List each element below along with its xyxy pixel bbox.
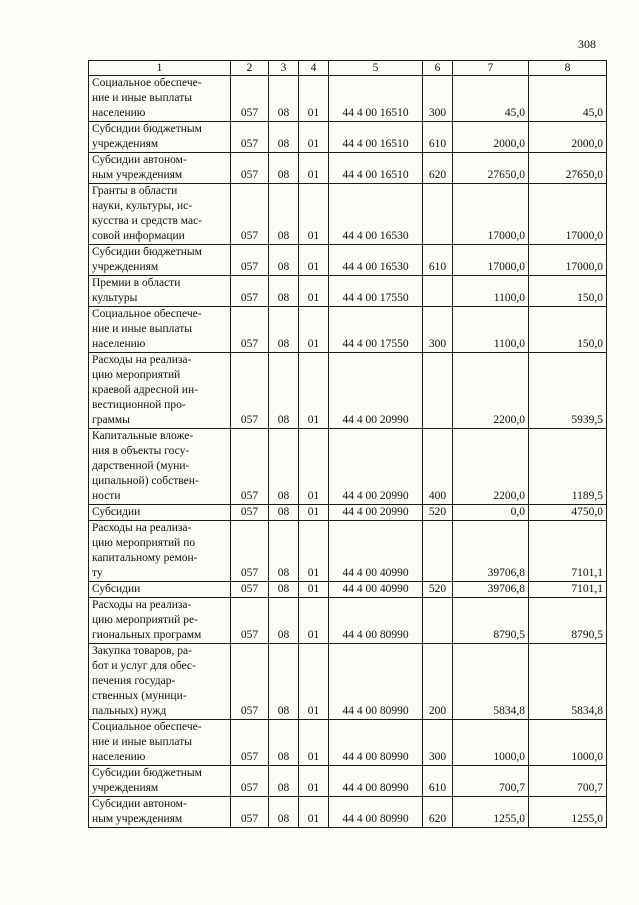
table-row: [89, 307, 607, 353]
target-article-cell: 44 4 00 20990: [329, 429, 423, 505]
code-cell: 057: [231, 598, 269, 644]
subsection-cell: 01: [299, 184, 329, 245]
target-article-cell: 44 4 00 80990: [329, 720, 423, 766]
amount-cell: 8790,5: [529, 598, 607, 644]
target-article-cell: 44 4 00 80990: [329, 598, 423, 644]
table-row: [89, 720, 607, 766]
target-article-cell: 44 4 00 40990: [329, 582, 423, 598]
code-cell: 057: [231, 153, 269, 184]
expense-type-cell: 610: [423, 122, 453, 153]
subsection-cell: 01: [299, 598, 329, 644]
code-cell: 057: [231, 184, 269, 245]
row-label-cell: Субсидии автоном- ным учреждениям: [89, 797, 231, 828]
expense-type-cell: 400: [423, 429, 453, 505]
row-label-cell: Субсидии автоном- ным учреждениям: [89, 153, 231, 184]
expense-type-cell: [423, 184, 453, 245]
section-cell: 08: [269, 122, 299, 153]
section-cell: 08: [269, 276, 299, 307]
code-cell: 057: [231, 245, 269, 276]
amount-cell: 2000,0: [453, 122, 529, 153]
table-row: [89, 429, 607, 505]
amount-cell: 17000,0: [453, 184, 529, 245]
table-row: [89, 122, 607, 153]
amount-cell: 5939,5: [529, 353, 607, 429]
table-row: [89, 276, 607, 307]
amount-cell: 2200,0: [453, 429, 529, 505]
row-label-cell: Социальное обеспече- ние и иные выплаты населению: [89, 720, 231, 766]
code-cell: 057: [231, 766, 269, 797]
section-cell: 08: [269, 797, 299, 828]
expense-type-cell: [423, 276, 453, 307]
row-label-cell: Субсидии: [89, 582, 231, 598]
row-label-cell: Субсидии бюджетным учреждениям: [89, 766, 231, 797]
expense-type-cell: 620: [423, 797, 453, 828]
amount-cell: 27650,0: [453, 153, 529, 184]
expense-type-cell: [423, 353, 453, 429]
expense-type-cell: 300: [423, 76, 453, 122]
table-row: [89, 353, 607, 429]
subsection-cell: 01: [299, 720, 329, 766]
row-label-cell: Закупка товаров, ра- бот и услуг для обес- печения государ- ственных (муници- пальных) нужд: [89, 644, 231, 720]
row-label-cell: Премии в области культуры: [89, 276, 231, 307]
amount-cell: 2200,0: [453, 353, 529, 429]
column-header: 3: [269, 61, 299, 76]
table-body: [89, 76, 607, 828]
section-cell: 08: [269, 245, 299, 276]
table-row: [89, 245, 607, 276]
amount-cell: 17000,0: [453, 245, 529, 276]
amount-cell: 17000,0: [529, 184, 607, 245]
amount-cell: 150,0: [529, 276, 607, 307]
code-cell: 057: [231, 582, 269, 598]
amount-cell: 5834,8: [529, 644, 607, 720]
amount-cell: 1100,0: [453, 276, 529, 307]
amount-cell: 8790,5: [453, 598, 529, 644]
code-cell: 057: [231, 644, 269, 720]
target-article-cell: 44 4 00 17550: [329, 276, 423, 307]
subsection-cell: 01: [299, 505, 329, 521]
section-cell: 08: [269, 307, 299, 353]
subsection-cell: 01: [299, 797, 329, 828]
amount-cell: 2000,0: [529, 122, 607, 153]
expense-type-cell: 520: [423, 505, 453, 521]
expense-type-cell: 300: [423, 307, 453, 353]
column-header: 5: [329, 61, 423, 76]
target-article-cell: 44 4 00 16530: [329, 245, 423, 276]
expense-type-cell: [423, 598, 453, 644]
subsection-cell: 01: [299, 766, 329, 797]
code-cell: 057: [231, 505, 269, 521]
section-cell: 08: [269, 353, 299, 429]
subsection-cell: 01: [299, 276, 329, 307]
amount-cell: 45,0: [453, 76, 529, 122]
table-row: [89, 184, 607, 245]
table-row: [89, 644, 607, 720]
code-cell: 057: [231, 797, 269, 828]
row-label-cell: Расходы на реализа- цию мероприятий ре- гиональных программ: [89, 598, 231, 644]
subsection-cell: 01: [299, 644, 329, 720]
section-cell: 08: [269, 644, 299, 720]
expense-type-cell: 520: [423, 582, 453, 598]
amount-cell: 0,0: [453, 505, 529, 521]
subsection-cell: 01: [299, 521, 329, 582]
row-label-cell: Расходы на реализа- цию мероприятий краевой адресной ин- вестиционной про- граммы: [89, 353, 231, 429]
amount-cell: 700,7: [529, 766, 607, 797]
expense-type-cell: 300: [423, 720, 453, 766]
amount-cell: 7101,1: [529, 582, 607, 598]
code-cell: 057: [231, 276, 269, 307]
code-cell: 057: [231, 720, 269, 766]
row-label-cell: Гранты в области науки, культуры, ис- кусства и средств мас- совой информации: [89, 184, 231, 245]
expense-type-cell: [423, 521, 453, 582]
row-label-cell: Субсидии: [89, 505, 231, 521]
section-cell: 08: [269, 766, 299, 797]
budget-table: [88, 60, 607, 828]
row-label-cell: Расходы на реализа- цию мероприятий по капитальному ремон- ту: [89, 521, 231, 582]
section-cell: 08: [269, 505, 299, 521]
code-cell: 057: [231, 353, 269, 429]
target-article-cell: 44 4 00 20990: [329, 353, 423, 429]
table-row: [89, 76, 607, 122]
table-row: [89, 598, 607, 644]
amount-cell: 27650,0: [529, 153, 607, 184]
code-cell: 057: [231, 307, 269, 353]
section-cell: 08: [269, 582, 299, 598]
amount-cell: 700,7: [453, 766, 529, 797]
target-article-cell: 44 4 00 16530: [329, 184, 423, 245]
amount-cell: 1000,0: [453, 720, 529, 766]
target-article-cell: 44 4 00 17550: [329, 307, 423, 353]
subsection-cell: 01: [299, 429, 329, 505]
amount-cell: 1189,5: [529, 429, 607, 505]
column-header: 8: [529, 61, 607, 76]
target-article-cell: 44 4 00 16510: [329, 76, 423, 122]
table-row: [89, 797, 607, 828]
target-article-cell: 44 4 00 20990: [329, 505, 423, 521]
amount-cell: 39706,8: [453, 521, 529, 582]
expense-type-cell: 620: [423, 153, 453, 184]
target-article-cell: 44 4 00 16510: [329, 122, 423, 153]
subsection-cell: 01: [299, 353, 329, 429]
code-cell: 057: [231, 122, 269, 153]
target-article-cell: 44 4 00 16510: [329, 153, 423, 184]
section-cell: 08: [269, 720, 299, 766]
subsection-cell: 01: [299, 245, 329, 276]
target-article-cell: 44 4 00 80990: [329, 644, 423, 720]
target-article-cell: 44 4 00 80990: [329, 766, 423, 797]
row-label-cell: Капитальные вложе- ния в объекты госу- дарственной (муни- ципальной) собствен- ности: [89, 429, 231, 505]
section-cell: 08: [269, 76, 299, 122]
amount-cell: 4750,0: [529, 505, 607, 521]
subsection-cell: 01: [299, 122, 329, 153]
amount-cell: 39706,8: [453, 582, 529, 598]
amount-cell: 7101,1: [529, 521, 607, 582]
section-cell: 08: [269, 598, 299, 644]
row-label-cell: Субсидии бюджетным учреждениям: [89, 122, 231, 153]
table-row: [89, 153, 607, 184]
section-cell: 08: [269, 429, 299, 505]
column-header: 6: [423, 61, 453, 76]
table-row: [89, 521, 607, 582]
row-label-cell: Субсидии бюджетным учреждениям: [89, 245, 231, 276]
subsection-cell: 01: [299, 307, 329, 353]
expense-type-cell: 610: [423, 766, 453, 797]
target-article-cell: 44 4 00 40990: [329, 521, 423, 582]
column-header: 1: [89, 61, 231, 76]
header-row: [89, 61, 607, 76]
amount-cell: 1000,0: [529, 720, 607, 766]
table-row: [89, 505, 607, 521]
column-header: 4: [299, 61, 329, 76]
column-header: 2: [231, 61, 269, 76]
amount-cell: 17000,0: [529, 245, 607, 276]
row-label-cell: Социальное обеспече- ние и иные выплаты населению: [89, 76, 231, 122]
code-cell: 057: [231, 521, 269, 582]
column-header: 7: [453, 61, 529, 76]
section-cell: 08: [269, 153, 299, 184]
expense-type-cell: 610: [423, 245, 453, 276]
amount-cell: 1255,0: [529, 797, 607, 828]
expense-type-cell: 200: [423, 644, 453, 720]
page-number: 308: [578, 37, 596, 51]
amount-cell: 5834,8: [453, 644, 529, 720]
row-label-cell: Социальное обеспече- ние и иные выплаты населению: [89, 307, 231, 353]
subsection-cell: 01: [299, 153, 329, 184]
amount-cell: 1255,0: [453, 797, 529, 828]
section-cell: 08: [269, 184, 299, 245]
section-cell: 08: [269, 521, 299, 582]
target-article-cell: 44 4 00 80990: [329, 797, 423, 828]
code-cell: 057: [231, 429, 269, 505]
code-cell: 057: [231, 76, 269, 122]
amount-cell: 1100,0: [453, 307, 529, 353]
table-row: [89, 582, 607, 598]
subsection-cell: 01: [299, 76, 329, 122]
amount-cell: 150,0: [529, 307, 607, 353]
table-row: [89, 766, 607, 797]
amount-cell: 45,0: [529, 76, 607, 122]
subsection-cell: 01: [299, 582, 329, 598]
